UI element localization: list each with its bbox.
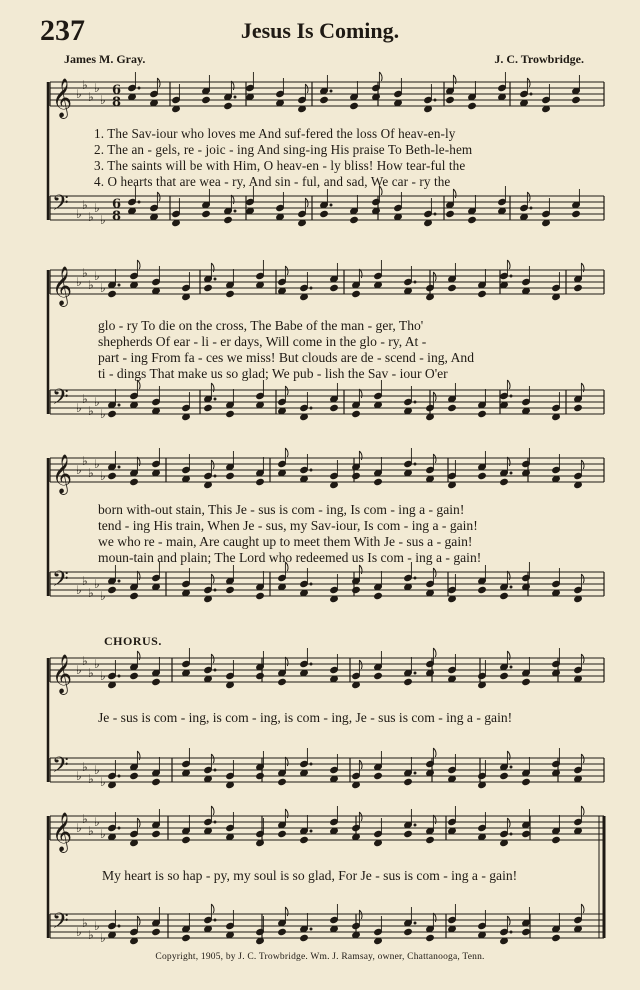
dot [310,830,312,832]
dot [138,87,140,89]
chorus-line: Je - sus is com - ing, is com - ing, is com - ing, Je - sus is com - ing a - gain! [98,710,513,725]
note-head [152,678,161,685]
dot [434,99,436,101]
note-head [226,290,235,297]
note-head [350,102,359,109]
flat-sign: ♭ [82,760,88,774]
bass-clef: 𝄢 [52,909,69,939]
flat-sign: ♭ [82,654,88,668]
note-head [300,934,309,941]
flat-sign: ♭ [100,469,106,483]
note-head [108,472,117,479]
flat-sign: ♭ [100,775,106,789]
dot [214,669,216,671]
treble-clef: 𝄞 [52,266,73,306]
note-head [374,772,383,779]
flat-sign: ♭ [88,928,94,942]
dot [118,925,120,927]
note-head [202,210,211,217]
flat-sign: ♭ [100,93,106,107]
note-head [130,772,139,779]
flat-sign: ♭ [82,574,88,588]
flat-sign: ♭ [76,275,82,289]
flat-sign: ♭ [82,812,88,826]
flat-sign: ♭ [82,454,88,468]
flat-sign: ♭ [94,201,100,215]
dot [510,931,512,933]
note-head [404,830,413,837]
note-head [256,672,265,679]
verse-line: tend - ing His train, When Je - sus, my Sav-iour, Is com - ing a - gain! [98,518,478,533]
note-head [404,928,413,935]
note-head [130,478,139,485]
note-head [224,216,233,223]
note-head [204,404,213,411]
note-head [152,778,161,785]
note-head [572,210,581,217]
hymn-number: 237 [40,14,85,47]
dot [510,395,512,397]
flat-sign: ♭ [94,269,100,283]
note-head [468,216,477,223]
note-head [374,478,383,485]
dot [414,824,416,826]
note-head [448,284,457,291]
note-head [404,778,413,785]
flat-sign: ♭ [76,821,82,835]
note-head [278,928,287,935]
flat-sign: ♭ [88,466,94,480]
verse-line: 4. O hearts that are wea - ry, And sin - ful, and sad, We car - ry the [94,174,451,189]
flat-sign: ♭ [82,392,88,406]
dot [330,90,332,92]
note-head [446,96,455,103]
note-head [500,592,509,599]
dot [214,278,216,280]
note-head [352,586,361,593]
verse-line: shepherds Of ear - li - er days, Will come in the glo - ry, At - [98,334,427,349]
music-credit: J. C. Trowbridge. [494,52,584,66]
flat-sign: ♭ [82,916,88,930]
dot [530,207,532,209]
note-head [352,472,361,479]
flat-sign: ♭ [100,213,106,227]
note-head [320,210,329,217]
chorus-line: My heart is so hap - py, my soul is so glad, For Je - sus is com - ing a - gain! [102,868,518,883]
flat-sign: ♭ [88,210,94,224]
note-head [500,772,509,779]
note-head [574,284,583,291]
treble-clef: 𝄞 [52,454,73,494]
flat-sign: ♭ [100,931,106,945]
note-head [226,472,235,479]
note-head [300,836,309,843]
flat-sign: ♭ [100,407,106,421]
note-head [108,586,117,593]
note-head [224,102,233,109]
note-head [182,934,191,941]
note-head [330,284,339,291]
dot [118,580,120,582]
note-head [108,290,117,297]
note-head [320,96,329,103]
note-head [478,410,487,417]
note-head [152,928,161,935]
flat-sign: ♭ [76,925,82,939]
dot [118,284,120,286]
dot [414,672,416,674]
time-signature-top: 6 [112,197,122,212]
flat-sign: ♭ [94,763,100,777]
dot [434,213,436,215]
verse-line: born with-out stain, This Je - sus is com - ing, Is com - ing a - gain! [98,502,465,517]
flat-sign: ♭ [76,583,82,597]
treble-clef: 𝄞 [52,812,73,852]
flat-sign: ♭ [76,663,82,677]
note-head [152,830,161,837]
flat-sign: ♭ [88,278,94,292]
note-head [256,772,265,779]
flat-sign: ♭ [82,198,88,212]
dot [118,827,120,829]
dot [118,466,120,468]
dot [414,577,416,579]
flat-sign: ♭ [88,586,94,600]
note-head [552,934,561,941]
note-head [478,586,487,593]
note-head [278,678,287,685]
note-head [350,216,359,223]
flat-sign: ♭ [88,824,94,838]
note-head [374,592,383,599]
dot [310,407,312,409]
note-head [572,96,581,103]
dot [234,96,236,98]
note-head [330,404,339,411]
note-head [226,586,235,593]
dot [330,204,332,206]
dot [214,475,216,477]
note-head [478,290,487,297]
note-head [108,410,117,417]
dot [310,763,312,765]
note-head [478,472,487,479]
dot [414,401,416,403]
flat-sign: ♭ [88,666,94,680]
flat-sign: ♭ [88,772,94,786]
words-credit: James M. Gray. [64,52,146,66]
flat-sign: ♭ [94,457,100,471]
dot [414,772,416,774]
dot [118,775,120,777]
flat-sign: ♭ [94,577,100,591]
note-head [278,778,287,785]
note-head [574,404,583,411]
dot [310,583,312,585]
note-head [256,592,265,599]
time-signature-top: 6 [112,83,122,98]
flat-sign: ♭ [76,87,82,101]
dot [510,586,512,588]
dot [510,275,512,277]
flat-sign: ♭ [94,395,100,409]
dot [414,922,416,924]
verse-line: ti - dings That make us so glad; We pub - lish the Sav - iour O'er [98,366,448,381]
dot [234,210,236,212]
note-head [352,410,361,417]
flat-sign: ♭ [88,90,94,104]
verse-line: we who re - main, Are caught up to meet them With Je - sus a - gain! [98,534,473,549]
hymn-title: Jesus Is Coming. [240,18,400,43]
flat-sign: ♭ [76,769,82,783]
note-head [468,102,477,109]
verse-line: glo - ry To die on the cross, The Babe of the man - ger, Tho' [98,318,424,333]
note-head [500,672,509,679]
note-head [226,410,235,417]
flat-sign: ♭ [82,266,88,280]
note-head [522,928,531,935]
note-head [500,478,509,485]
chorus-label: CHORUS. [104,634,162,648]
note-head [204,284,213,291]
flat-sign: ♭ [76,463,82,477]
dot [118,675,120,677]
note-head [404,678,413,685]
dot [310,287,312,289]
dot [414,281,416,283]
dot [118,404,120,406]
verse-line: part - ing From fa - ces we miss! But clouds are de - scend - ing, And [98,350,475,365]
verse-line: 3. The saints will be with Him, O heav-en - ly bliss! How tear-ful the [94,158,466,173]
dot [510,766,512,768]
dot [214,919,216,921]
treble-clef: 𝄞 [52,78,73,118]
bass-clef: 𝄢 [52,191,69,221]
dot [414,463,416,465]
note-head [522,678,531,685]
verse-line: 2. The an - gels, re - joic - ing And sing-ing His praise To Beth-le-hem [94,142,473,157]
dot [310,928,312,930]
flat-sign: ♭ [100,827,106,841]
dot [310,469,312,471]
dot [138,201,140,203]
flat-sign: ♭ [94,815,100,829]
note-head [130,592,139,599]
dot [214,769,216,771]
bass-clef: 𝄢 [52,567,69,597]
note-head [522,778,531,785]
flat-sign: ♭ [76,207,82,221]
dot [510,666,512,668]
flat-sign: ♭ [94,657,100,671]
note-head [426,836,435,843]
dot [530,93,532,95]
time-signature-bottom: 8 [112,209,122,224]
dot [310,663,312,665]
flat-sign: ♭ [82,78,88,92]
flat-sign: ♭ [76,401,82,415]
note-head [352,290,361,297]
note-head [278,830,287,837]
verse-line: 1. The Sav-iour who loves me And suf-fered the loss Of heav-en-ly [94,126,456,141]
flat-sign: ♭ [100,669,106,683]
note-head [426,934,435,941]
dot [214,821,216,823]
dot [214,589,216,591]
flat-sign: ♭ [94,919,100,933]
note-head [130,672,139,679]
note-head [202,96,211,103]
bass-clef: 𝄢 [52,753,69,783]
flat-sign: ♭ [88,404,94,418]
note-head [256,478,265,485]
note-head [182,836,191,843]
dot [510,833,512,835]
bass-clef: 𝄢 [52,385,69,415]
note-head [448,404,457,411]
dot [214,398,216,400]
treble-clef: 𝄞 [52,654,73,694]
verse-line: moun-tain and plain; The Lord who redeemed us Is com - ing a - gain! [98,550,482,565]
copyright-notice: Copyright, 1905, by J. C. Trowbridge. Wm. J. Ramsay, owner, Chattanooga, Tenn. [155,952,485,962]
flat-sign: ♭ [100,589,106,603]
dot [510,472,512,474]
flat-sign: ♭ [100,281,106,295]
note-head [552,836,561,843]
note-head [374,672,383,679]
note-head [446,210,455,217]
flat-sign: ♭ [94,81,100,95]
time-signature-bottom: 8 [112,95,122,110]
note-head [522,830,531,837]
